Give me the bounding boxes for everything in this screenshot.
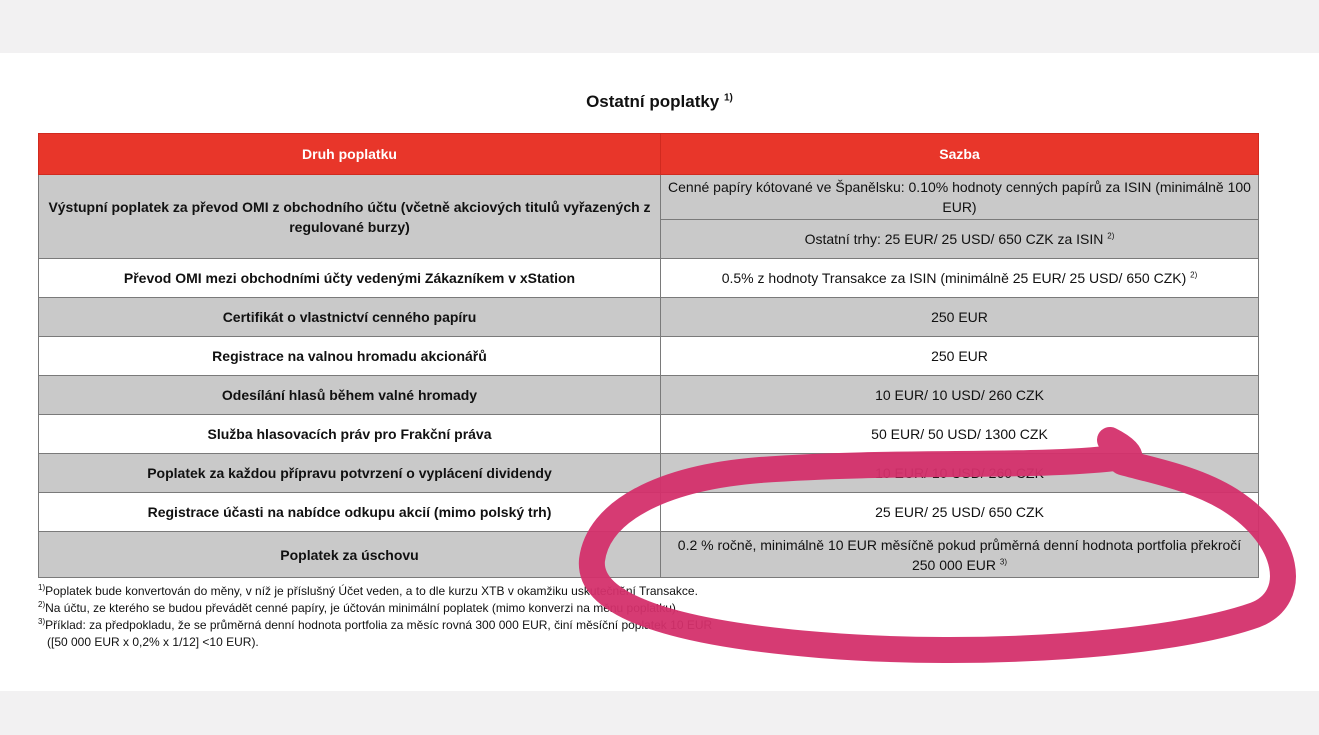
row-rate: 250 EUR — [661, 337, 1259, 376]
row-rate: Ostatní trhy: 25 EUR/ 25 USD/ 650 CZK za ISIN $^{2)}$ — [661, 220, 1259, 259]
row-rate: 10 EUR/ 10 USD/ 260 CZK — [661, 454, 1259, 493]
header-rate: Sazba — [661, 134, 1259, 175]
footnotes — [38, 583, 1258, 651]
row-rate: 10 EUR/ 10 USD/ 260 CZK — [661, 376, 1259, 415]
page-title — [0, 92, 1319, 112]
table-row — [39, 493, 1259, 532]
table-row — [39, 454, 1259, 493]
row-rate: Cenné papíry kótované ve Španělsku: 0.10% hodnoty cenných papírů za ISIN (minimálně 100 EUR) — [661, 175, 1259, 220]
row-label: Certifikát o vlastnictví cenného papíru — [39, 298, 661, 337]
row-label: Poplatek za úschovu — [39, 532, 661, 578]
row-label: Služba hlasovacích práv pro Frakční práva — [39, 415, 661, 454]
table-header-row — [39, 134, 1259, 175]
row-label: Odesílání hlasů během valné hromady — [39, 376, 661, 415]
row-rate: 25 EUR/ 25 USD/ 650 CZK — [661, 493, 1259, 532]
table-row — [39, 415, 1259, 454]
table-row — [39, 532, 1259, 578]
title-text: Ostatní poplatky — [586, 92, 720, 111]
row-label: Registrace na valnou hromadu akcionářů — [39, 337, 661, 376]
row-rate: 0.2 % ročně, minimálně 10 EUR měsíčně pokud průměrná denní hodnota portfolia překročí 250 000 EUR $^{3)}$ — [661, 532, 1259, 578]
table-row — [39, 298, 1259, 337]
footnote-1: $^{1)}$Poplatek bude konvertován do měny, v níž je příslušný Účet veden, a to dle kurzu XTB v okamžiku uskutečnění Transakce. — [38, 583, 698, 598]
row-label: Převod OMI mezi obchodními účty vedenými Zákazníkem v xStation — [39, 259, 661, 298]
row-label: Registrace účasti na nabídce odkupu akcií (mimo polský trh) — [39, 493, 661, 532]
table-row — [39, 337, 1259, 376]
table-row — [39, 175, 1259, 220]
title-footnote-mark: 1) — [724, 92, 733, 104]
row-rate: 0.5% z hodnoty Transakce za ISIN (minimálně 25 EUR/ 25 USD/ 650 CZK) $^{2)}$ — [661, 259, 1259, 298]
footnote-2: $^{2)}$Na účtu, ze kterého se budou převádět cenné papíry, je účtován minimální poplatek (mimo konverzi na měnu poplatku). — [38, 600, 680, 615]
row-label: Poplatek za každou přípravu potvrzení o vyplácení dividendy — [39, 454, 661, 493]
row-rate: 50 EUR/ 50 USD/ 1300 CZK — [661, 415, 1259, 454]
row-label: Výstupní poplatek za převod OMI z obchodního účtu (včetně akciových titulů vyřazených z regulované burzy) — [39, 175, 661, 259]
header-fee-type: Druh poplatku — [39, 134, 661, 175]
row-rate: 250 EUR — [661, 298, 1259, 337]
table-row — [39, 376, 1259, 415]
table-row — [39, 259, 1259, 298]
footnote-3: $^{3)}$Příklad: za předpokladu, že se průměrná denní hodnota portfolia za měsíc rovná 300 000 EUR, činí měsíční poplatek 10 EUR — [38, 617, 713, 632]
footnote-3-continued: ([50 000 EUR x 0,2% x 1/12] <10 EUR). — [47, 635, 259, 649]
fee-table — [38, 133, 1259, 578]
